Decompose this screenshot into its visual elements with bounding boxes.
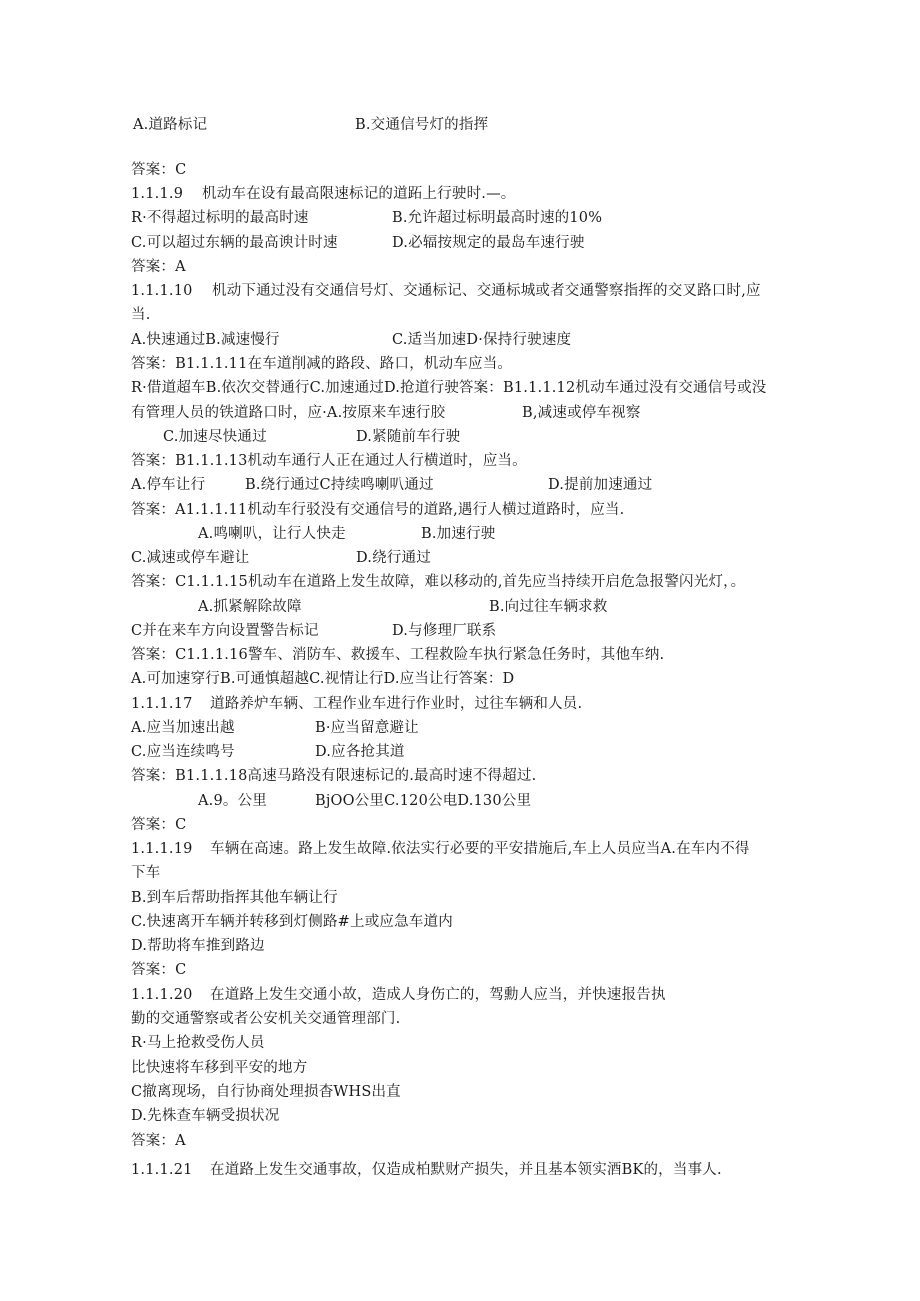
document-page: A.道路标记 B.交通信号灯的指挥 答案：C 1.1.1.9 机动车在设有最高限速标记的道跖上行驶时.—。 R·不得超过标明的最高时速 B.允许超过标明最高时速的10% C.可以超过东辆的最高谀计时速 D.必辐按规定的最岛车速行驶 答案：A 1.1.1.10 机动下通过没有交通信号灯、交通标记、交通标城或者交通警察指挥的交叉路口时,应 当. A.快速通过B.减速慢行 C.适当加速D·保持行驶速度 答案：B1.1.1.11在车道削减的路段、路口，机动车应当。 R·借道超车B.依次交替通行C.加速通过D.抢道行驶答案：B1.1.1.12机动车通过没有交通信号或没 有管理人员的铁道路口时，应·A.按原来车速行胶 B,减速或停车视察 C.加速尽快通过 D.紧随前车行驶 答案：B1.1.1.13机动车通行人正在通过人行横道时，应当。 A.停车让行 B.绕行通过C持续鸣喇叭通过 D.提前加速通过 答案：A1.1.1.11机动车行驳没有交通信号的道路,遇行人横过道路时，应当. A.鸣喇叭，让行人快走 B.加速行驶 C.减速或停车避让 D.绕行通过 答案：C1.1.1.15机动车在道路上发生故障，难以移动的,首先应当持续开启危急报警闪光灯，。 A.抓紧解除故障 B.向过往车辆求救 C并在来车方向设置警告标记 D.与修理厂联系 答案：C1.1.1.16警车、消防车、救援车、工程救险车执行紧急任务时，其他车纳. A.可加速穿行B.可通慎超越C.视情让行D.应当让行答案：D 1.1.1.17 道路养炉车辆、工程作业车进行作业时，过往车辆和人员. A.应当加速出越 B·应当留意避让 C.应当连续鸣号 D.应各抢其道 答案：B1.1.1.18高速马路没有限速标记的.最高时速不得超过. A.9。公里 BjOO公里C.120公电D.130公里 答案：C 1.1.1.19 车辆在高速。路上发生故障.依法实行必要的平安措施后,车上人员应当A.在车内不得 下车 B.到车后帮助指挥其他车辆让行 C.快速离开车辆并转移到灯侧路#上或应急车道内 D.帮助将车推到路边 答案：C 1.1.1.20 在道路上发生交通小故，造成人身伤亡的，驾勳人应当，并快速报告执 勤的交通警察或者公安机关交通管理部门. R·马上抢救受伤人员 比快速将车移到平安的地方 C撤离现场，自行协商处理损杳WHS出直 D.先株查车辆受损状况 答案：A 1.1.1.21 在道路上发生交通事故，仅造成柏默财产损失，并且基本领实酒BK的，当事人. — [131, 117, 767, 1178]
